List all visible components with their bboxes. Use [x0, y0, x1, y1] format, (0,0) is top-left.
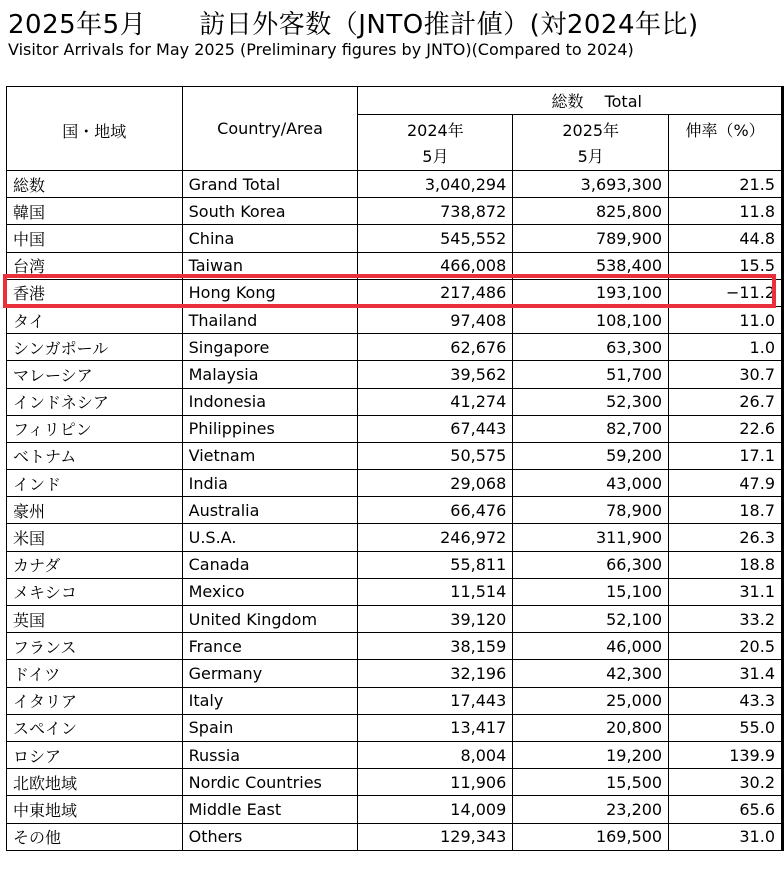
cell-country-en: Canada — [182, 551, 358, 578]
cell-2024: 62,676 — [358, 334, 513, 361]
cell-growth-rate: 30.2 — [669, 769, 783, 796]
cell-region-jp: 香港 — [7, 279, 183, 306]
table-row — [7, 823, 783, 850]
cell-2024: 545,552 — [358, 225, 513, 252]
cell-country-en: Philippines — [182, 415, 358, 442]
cell-region-jp: フィリピン — [7, 415, 183, 442]
table-row — [7, 442, 783, 469]
cell-2024: 3,040,294 — [358, 171, 513, 198]
cell-growth-rate: 26.3 — [669, 524, 783, 551]
cell-growth-rate: 33.2 — [669, 606, 783, 633]
cell-2024: 50,575 — [358, 442, 513, 469]
cell-region-jp: 豪州 — [7, 497, 183, 524]
table-row — [7, 252, 783, 279]
cell-2024: 66,476 — [358, 497, 513, 524]
cell-growth-rate: 21.5 — [669, 171, 783, 198]
header-growth-rate-label: 伸率（%） — [685, 121, 765, 140]
cell-country-en: Mexico — [182, 578, 358, 605]
cell-2025: 169,500 — [513, 823, 669, 850]
cell-region-jp: ロシア — [7, 741, 183, 768]
cell-2025: 311,900 — [513, 524, 669, 551]
cell-region-jp: インドネシア — [7, 388, 183, 415]
cell-2024: 11,514 — [358, 578, 513, 605]
cell-2024: 8,004 — [358, 741, 513, 768]
cell-2024: 129,343 — [358, 823, 513, 850]
cell-country-en: Others — [182, 823, 358, 850]
cell-region-jp: 韓国 — [7, 198, 183, 225]
table-row — [7, 306, 783, 333]
cell-growth-rate: 65.6 — [669, 796, 783, 823]
cell-region-jp: 北欧地域 — [7, 769, 183, 796]
table-row — [7, 171, 783, 198]
cell-2025: 82,700 — [513, 415, 669, 442]
cell-growth-rate: 15.5 — [669, 252, 783, 279]
cell-country-en: Germany — [182, 660, 358, 687]
cell-2025: 52,100 — [513, 606, 669, 633]
cell-growth-rate: 20.5 — [669, 633, 783, 660]
cell-country-en: Vietnam — [182, 442, 358, 469]
cell-2024: 14,009 — [358, 796, 513, 823]
cell-region-jp: カナダ — [7, 551, 183, 578]
cell-region-jp: イタリア — [7, 687, 183, 714]
cell-2025: 15,500 — [513, 769, 669, 796]
table-body — [7, 171, 783, 851]
cell-region-jp: ドイツ — [7, 660, 183, 687]
cell-growth-rate: 18.8 — [669, 551, 783, 578]
cell-2025: 3,693,300 — [513, 171, 669, 198]
cell-country-en: Spain — [182, 714, 358, 741]
cell-region-jp: シンガポール — [7, 334, 183, 361]
table-row — [7, 606, 783, 633]
cell-region-jp: その他 — [7, 823, 183, 850]
cell-2025: 59,200 — [513, 442, 669, 469]
cell-2024: 38,159 — [358, 633, 513, 660]
cell-country-en: Italy — [182, 687, 358, 714]
header-2024 — [358, 115, 513, 171]
cell-growth-rate: 22.6 — [669, 415, 783, 442]
table-row — [7, 687, 783, 714]
cell-2024: 13,417 — [358, 714, 513, 741]
cell-growth-rate: 47.9 — [669, 470, 783, 497]
header-2025-year: 2025年 — [562, 121, 620, 140]
table-row — [7, 334, 783, 361]
cell-country-en: Hong Kong — [182, 279, 358, 306]
cell-growth-rate: 139.9 — [669, 741, 783, 768]
header-country-area: Country/Area — [182, 87, 358, 171]
cell-2025: 43,000 — [513, 470, 669, 497]
cell-region-jp: 米国 — [7, 524, 183, 551]
table-row — [7, 198, 783, 225]
cell-region-jp: タイ — [7, 306, 183, 333]
cell-country-en: India — [182, 470, 358, 497]
cell-2024: 41,274 — [358, 388, 513, 415]
header-2024-month: 5月 — [422, 147, 449, 166]
cell-country-en: United Kingdom — [182, 606, 358, 633]
header-2024-year: 2024年 — [407, 121, 464, 140]
cell-region-jp: 台湾 — [7, 252, 183, 279]
cell-growth-rate: 43.3 — [669, 687, 783, 714]
cell-growth-rate: 30.7 — [669, 361, 783, 388]
header-total: 総数 Total — [358, 87, 783, 115]
cell-growth-rate: 1.0 — [669, 334, 783, 361]
cell-region-jp: メキシコ — [7, 578, 183, 605]
cell-country-en: France — [182, 633, 358, 660]
table-row — [7, 714, 783, 741]
cell-country-en: South Korea — [182, 198, 358, 225]
cell-2024: 39,562 — [358, 361, 513, 388]
cell-region-jp: 総数 — [7, 171, 183, 198]
cell-2024: 97,408 — [358, 306, 513, 333]
cell-growth-rate: 26.7 — [669, 388, 783, 415]
cell-2024: 738,872 — [358, 198, 513, 225]
cell-country-en: Thailand — [182, 306, 358, 333]
cell-country-en: Singapore — [182, 334, 358, 361]
cell-growth-rate: −11.2 — [669, 279, 783, 306]
cell-2024: 246,972 — [358, 524, 513, 551]
cell-2024: 55,811 — [358, 551, 513, 578]
table-row — [7, 524, 783, 551]
header-2025-month: 5月 — [577, 147, 604, 166]
cell-growth-rate: 31.0 — [669, 823, 783, 850]
cell-region-jp: マレーシア — [7, 361, 183, 388]
header-2025 — [513, 115, 669, 171]
table-row — [7, 497, 783, 524]
cell-region-jp: 中国 — [7, 225, 183, 252]
page-title: 2025年5月 訪日外客数（JNTO推計値）(対2024年比) — [8, 10, 699, 40]
page-subtitle: Visitor Arrivals for May 2025 (Preliminary figures by JNTO)(Compared to 2024) — [8, 40, 634, 59]
cell-growth-rate: 31.4 — [669, 660, 783, 687]
cell-2024: 29,068 — [358, 470, 513, 497]
header-region-jp: 国・地域 — [7, 87, 183, 171]
cell-country-en: China — [182, 225, 358, 252]
table-row — [7, 660, 783, 687]
visitor-arrivals-table — [6, 86, 784, 851]
cell-2025: 63,300 — [513, 334, 669, 361]
table-row — [7, 578, 783, 605]
cell-2024: 39,120 — [358, 606, 513, 633]
cell-2025: 15,100 — [513, 578, 669, 605]
cell-region-jp: インド — [7, 470, 183, 497]
cell-2025: 538,400 — [513, 252, 669, 279]
cell-2024: 67,443 — [358, 415, 513, 442]
table-row — [7, 388, 783, 415]
cell-growth-rate: 11.8 — [669, 198, 783, 225]
cell-2025: 52,300 — [513, 388, 669, 415]
cell-2025: 193,100 — [513, 279, 669, 306]
table-row — [7, 415, 783, 442]
cell-country-en: Malaysia — [182, 361, 358, 388]
table-row — [7, 470, 783, 497]
cell-country-en: Grand Total — [182, 171, 358, 198]
cell-2025: 25,000 — [513, 687, 669, 714]
cell-2025: 66,300 — [513, 551, 669, 578]
cell-2025: 23,200 — [513, 796, 669, 823]
table-row — [7, 225, 783, 252]
table-row — [7, 769, 783, 796]
cell-region-jp: スペイン — [7, 714, 183, 741]
table-row — [7, 741, 783, 768]
cell-2024: 466,008 — [358, 252, 513, 279]
cell-2024: 11,906 — [358, 769, 513, 796]
cell-country-en: Middle East — [182, 796, 358, 823]
cell-2025: 42,300 — [513, 660, 669, 687]
cell-growth-rate: 17.1 — [669, 442, 783, 469]
cell-growth-rate: 44.8 — [669, 225, 783, 252]
cell-2024: 17,443 — [358, 687, 513, 714]
cell-2025: 19,200 — [513, 741, 669, 768]
cell-2025: 46,000 — [513, 633, 669, 660]
table-row — [7, 633, 783, 660]
cell-country-en: Indonesia — [182, 388, 358, 415]
cell-country-en: Russia — [182, 741, 358, 768]
cell-2025: 20,800 — [513, 714, 669, 741]
cell-2025: 78,900 — [513, 497, 669, 524]
cell-country-en: Australia — [182, 497, 358, 524]
cell-2025: 51,700 — [513, 361, 669, 388]
header-growth-rate — [669, 115, 783, 171]
cell-region-jp: フランス — [7, 633, 183, 660]
table-row — [7, 279, 783, 306]
cell-growth-rate: 11.0 — [669, 306, 783, 333]
cell-growth-rate: 18.7 — [669, 497, 783, 524]
cell-region-jp: ベトナム — [7, 442, 183, 469]
cell-country-en: Nordic Countries — [182, 769, 358, 796]
cell-2025: 108,100 — [513, 306, 669, 333]
cell-2024: 32,196 — [358, 660, 513, 687]
cell-growth-rate: 31.1 — [669, 578, 783, 605]
table-row — [7, 796, 783, 823]
cell-country-en: U.S.A. — [182, 524, 358, 551]
cell-growth-rate: 55.0 — [669, 714, 783, 741]
table-row — [7, 361, 783, 388]
cell-region-jp: 英国 — [7, 606, 183, 633]
table-row — [7, 551, 783, 578]
cell-2025: 825,800 — [513, 198, 669, 225]
cell-region-jp: 中東地域 — [7, 796, 183, 823]
cell-country-en: Taiwan — [182, 252, 358, 279]
cell-2024: 217,486 — [358, 279, 513, 306]
cell-2025: 789,900 — [513, 225, 669, 252]
